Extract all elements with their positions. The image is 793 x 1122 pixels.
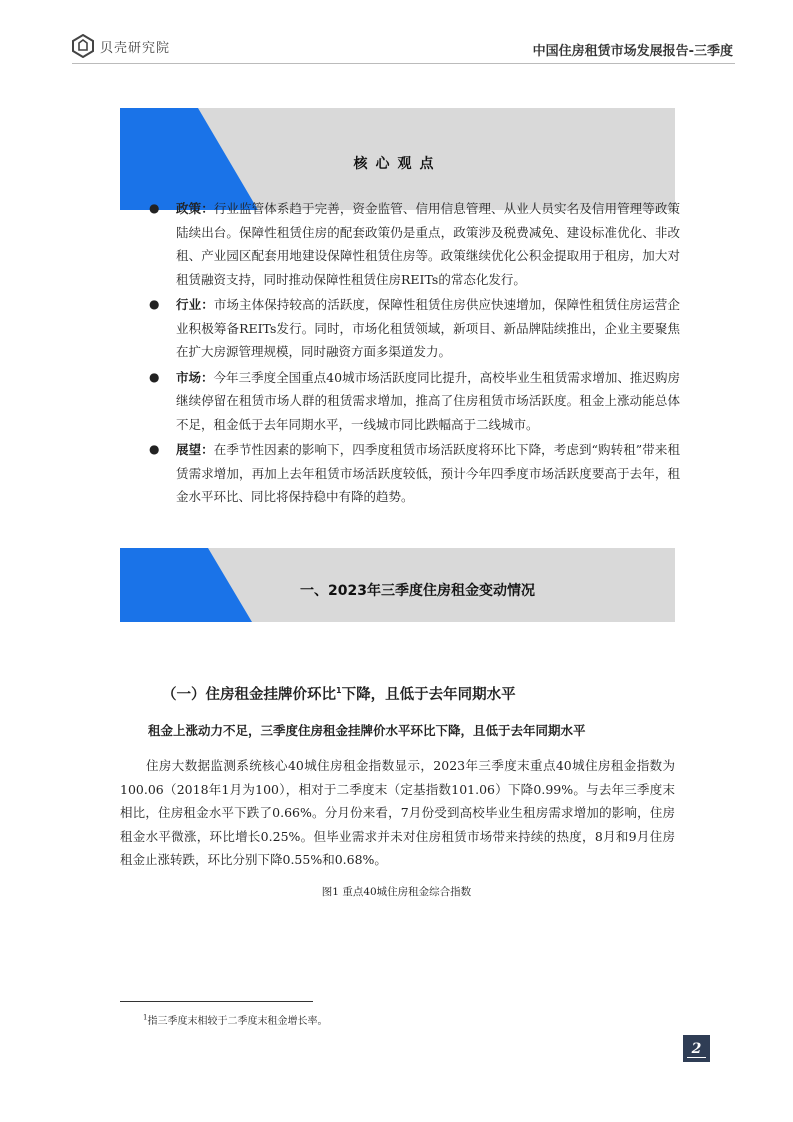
bullet-label: 市场：: [176, 369, 214, 385]
header-divider: [72, 63, 735, 64]
logo-text: 贝壳研究院: [100, 40, 171, 56]
bullet-text: 今年三季度全国重点40城市场活跃度同比提升，高校毕业生租赁需求增加、推迟购房继续停留在租赁市场人群的租赁需求增加，推高了住房租赁市场活跃度。租金上涨动能总体不足，租金低于去年同期水平，一线城市同比跌幅高于二线城市。: [176, 369, 680, 432]
beike-logo-icon: [72, 34, 94, 58]
footnote-divider: [120, 1001, 313, 1002]
section-banner: [120, 548, 675, 622]
bullet-text: 在季节性因素的影响下，四季度租赁市场活跃度将环比下降，考虑到“购转租”带来租赁需求增加，再加上去年租赁市场活跃度较低，预计今年四季度市场活跃度要高于去年，租金水平环比、同比将保持稳中有降的趋势。: [176, 442, 680, 504]
footnote-marker: 1: [143, 1013, 148, 1022]
bullet-text: 市场主体保持较高的活跃度，保障性租赁住房供应快速增加，保障性租赁住房运营企业积极筹备REITs发行。同时，市场化租赁领域，新项目、新品牌陆续推出，企业主要聚焦在扩大房源管理规模，同时融资方面多渠道发力。: [176, 297, 680, 359]
page-number-badge: [683, 1035, 710, 1062]
core-view-item-industry: [140, 293, 680, 364]
bullet-label: 行业：: [176, 297, 214, 312]
bullet-dot-icon: ●: [149, 297, 160, 311]
bullet-dot-icon: ●: [149, 369, 160, 384]
heading-text-end: 下降，且低于去年同期水平: [341, 687, 516, 703]
heading-text-start: （一）住房租金挂牌价环比: [162, 687, 336, 703]
page-number-underline: [687, 1057, 706, 1058]
core-view-item-policy: [140, 197, 680, 291]
page-header: [0, 0, 793, 68]
logo: [72, 34, 170, 58]
bullet-label: 展望：: [176, 442, 214, 457]
core-view-item-market: [140, 366, 680, 437]
section-title: 一、2023年三季度住房租金变动情况: [300, 583, 535, 599]
key-finding-heading: 租金上涨动力不足，三季度住房租金挂牌价水平环比下降，且低于去年同期水平: [148, 723, 586, 738]
page-number: 2: [691, 1041, 702, 1057]
figure-caption: 图1 重点40城住房租金综合指数: [321, 886, 472, 898]
core-views-title: 核心观点: [353, 156, 442, 172]
bullet-dot-icon: ●: [149, 201, 160, 215]
bullet-label: 政策：: [176, 201, 214, 216]
report-title: 中国住房租赁市场发展报告-三季度: [532, 44, 733, 59]
bullet-dot-icon: ●: [149, 442, 160, 456]
body-paragraph: 住房大数据监测系统核心40城住房租金指数显示，2023年三季度末重点40城住房租金指数为100.06（2018年1月为100），相对于二季度末（定基指数101.06）下降0.99%。与去年三季度末相比，住房租金水平下跌了0.66%。分月份来看，7月份受到高校毕业生租房需求增加的影响，住房租金水平微涨，环比增长0.25%。但毕业需求并未对住房租赁市场带来持续的热度，8月和9月住房租金止涨转跌，环比分别下降0.55%和0.68%。: [120, 758, 675, 867]
core-views-banner: [120, 108, 675, 210]
subsection-heading: [162, 683, 516, 704]
footnote-text: 指三季度末相较于二季度末租金增长率。: [147, 1016, 328, 1027]
footnote: [143, 1012, 327, 1027]
bullet-text: 行业监管体系趋于完善，资金监管、信用信息管理、从业人员实名及信用管理等政策陆续出台。保障性租赁住房的配套政策仍是重点，政策涉及税费减免、建设标准优化、非改租、产业园区配套用地建设保障性租赁住房等。政策继续优化公积金提取用于租房，加大对租赁融资支持，同时推动保障性租赁住房REITs的常态化发行。: [176, 201, 680, 287]
footnote-ref[interactable]: 1: [336, 686, 342, 696]
core-views-list: [140, 197, 680, 511]
core-view-item-outlook: [140, 438, 680, 509]
